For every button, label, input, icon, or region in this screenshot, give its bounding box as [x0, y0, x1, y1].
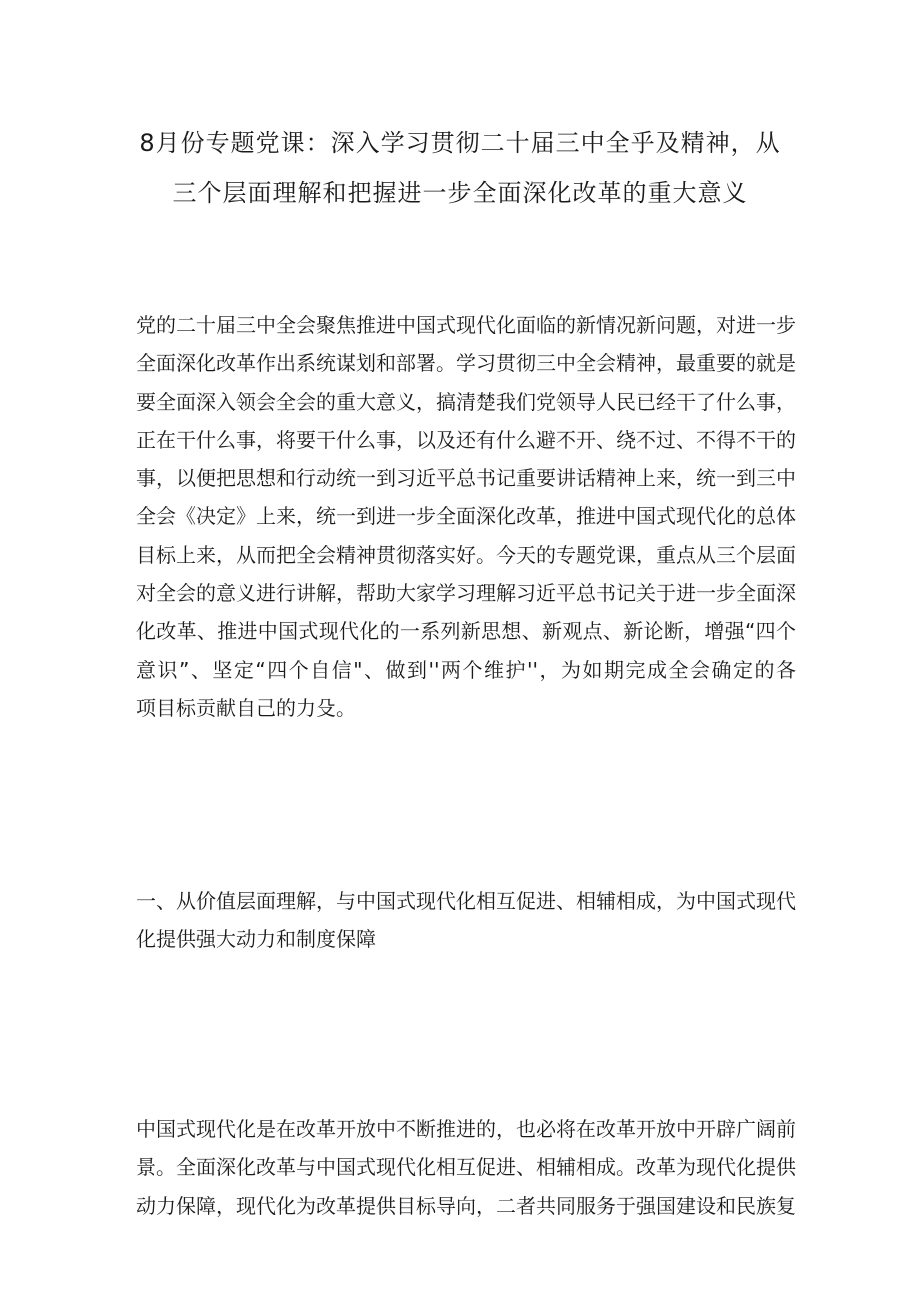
text-line: 全面深化改革作出系统谋划和部署。学习贯彻三中全会精神，最重要的就是 — [136, 351, 796, 376]
text-line: 事，以便把思想和行动统一到习近平总书记重要讲话精神上来，统一到三中 — [136, 466, 796, 491]
title-line: 8月份专题党课：深入学习贯彻二十届三中全乎及精神，从 — [139, 129, 781, 157]
section-1-heading — [136, 882, 796, 959]
document-title — [120, 118, 800, 218]
text-line: 党的二十届三中全会聚焦推进中国式现代化面临的新情况新问题，对进一步 — [136, 313, 796, 337]
text-line: 中国式现代化是在改革开放中不断推进的，也必将在改革开放中开辟广阔前 — [136, 1117, 796, 1141]
text-line: 要全面深入领会全会的重大意义，搞清楚我们党领导人民已经干了什么事， — [136, 389, 796, 414]
text-line: 正在干什么事，将要干什么事，以及还有什么避不开、绕不过、不得不干的 — [136, 427, 796, 452]
title-line: 三个层面理解和把握进一步全面深化改革的重大意义 — [172, 179, 748, 207]
text-line: 全会《决定》上来，统一到进一步全面深化改革，推进中国式现代化的总体 — [136, 504, 796, 529]
text-line: 项目标贡献自己的力殳。 — [136, 695, 356, 720]
text-line: 意识”、坚定“四个自信"、做到''两个维护''，为如期完成全会确定的各 — [136, 657, 796, 682]
text-line: 化改革、推进中国式现代化的一系列新思想、新观点、新论断，增强“四个 — [136, 619, 796, 644]
text-line: 目标上来，从而把全会精神贯彻落实好。今天的专题党课，重点从三个层面 — [136, 542, 796, 567]
section-1-paragraph — [136, 1110, 796, 1225]
heading-line: 化提供强大动力和制度保障 — [136, 927, 376, 952]
text-line: 景。全面深化改革与中国式现代化相互促进、相辅相成。改革为现代化提供 — [136, 1155, 796, 1180]
text-line: 动力保障，现代化为改革提供目标导向，二者共同服务于强国建设和民族复 — [136, 1193, 796, 1218]
text-line: 对全会的意义进行讲解，帮助大家学习理解习近平总书记关于进一步全面深 — [136, 581, 796, 606]
intro-paragraph — [136, 306, 796, 727]
heading-line: 一、从价值层面理解，与中国式现代化相互促进、相辅相成，为中国式现代 — [136, 889, 796, 913]
